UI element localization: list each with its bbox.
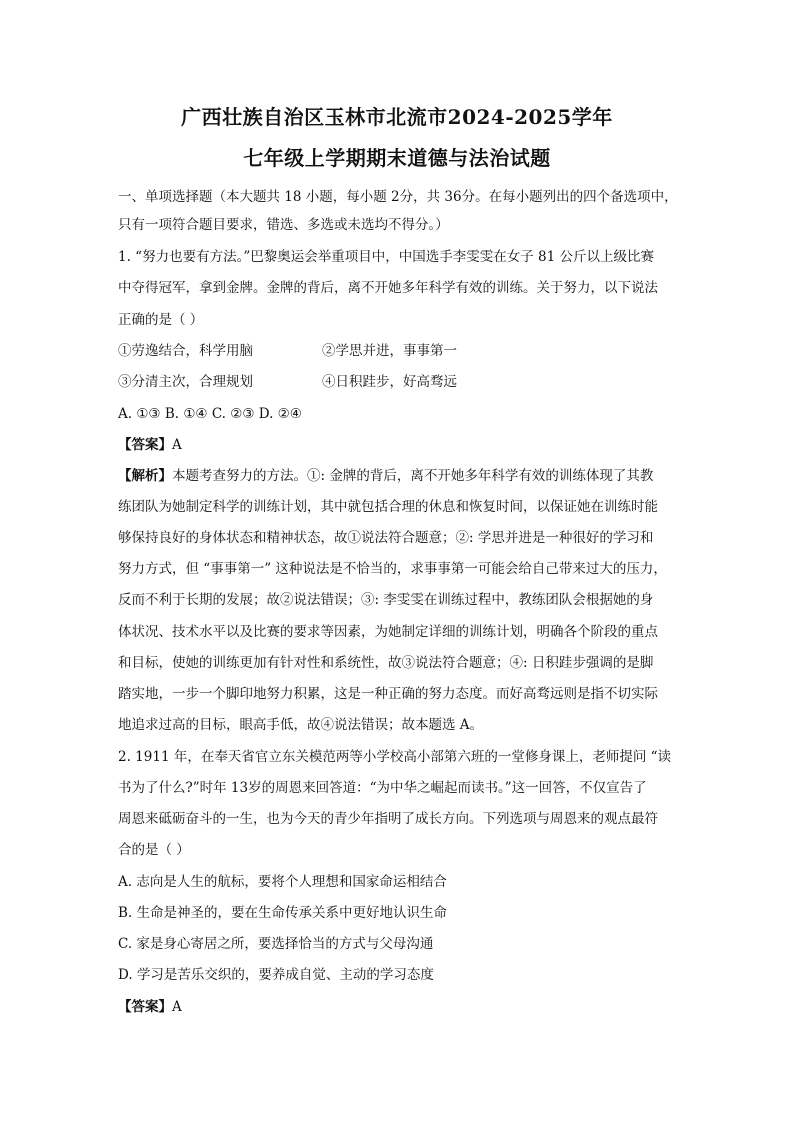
q1-analysis-line: 和目标，使她的训练更加有针对性和系统性，故③说法符合题意；④: 日积跬步强调的是脚 (118, 655, 654, 671)
section-instructions-line-2: 只有一项符合题目要求，错选、多选或未选均不得分。） (118, 217, 449, 233)
q1-analysis-line: 练团队为她制定科学的训练计划，其中就包括合理的休息和恢复时间，以保证她在训练时能 (118, 499, 658, 515)
q2-option-c: C. 家是身心寄居之所，要选择恰当的方式与父母沟通 (118, 936, 434, 952)
q1-stem-line: 中夺得冠军，拿到金牌。金牌的背后，离不开她多年科学有效的训练。关于努力，以下说法 (118, 280, 658, 296)
q1-analysis-line: 地追求过高的目标，眼高手低，故④说法错误；故本题选 A。 (118, 717, 484, 733)
q1-analysis-line: 够保持良好的身体状态和精神状态，故①说法符合题意；②: 学思并进是一种很好的学习和 (118, 530, 654, 546)
q1-analysis-line: 反而不利于长期的发展；故②说法错误；③: 李雯雯在训练过程中，教练团队会根据她的身 (118, 592, 654, 608)
q1-statement-4: ④日积跬步，好高骛远 (322, 374, 457, 390)
q1-stem-line: 正确的是（ ） (118, 312, 204, 328)
answer-value: A (172, 999, 182, 1015)
q2-answer (118, 998, 182, 1016)
q2-stem-line: 周恩来砥砺奋斗的一生，也为今天的青少年指明了成长方向。下列选项与周恩来的观点最符 (118, 811, 658, 827)
q2-option-b: B. 生命是神圣的，要在生命传承关系中更好地认识生命 (118, 905, 448, 921)
q1-analysis-line: 努力方式，但 “事事第一” 这种说法是不恰当的，求事事第一可能会给自己带来过大的压力， (118, 561, 667, 577)
analysis-label: 【解析】 (118, 468, 172, 484)
q2-stem-line: 书为了什么?”时年 13岁的周恩来回答道：“为中华之崛起而读书。”这一回答，不仅宣告了 (118, 780, 647, 796)
q1-statement-1: ①劳逸结合，科学用脑 (118, 343, 253, 359)
answer-value: A (172, 437, 182, 453)
q2-option-a: A. 志向是人生的航标，要将个人理想和国家命运相结合 (118, 874, 447, 890)
q2-stem-line: 2. 1911 年，在奉天省官立东关模范两等小学校高小部第六班的一堂修身课上，老师提问 “读 (118, 749, 672, 765)
q1-analysis-line: 体状况、技术水平以及比赛的要求等因素，为她制定详细的训练计划，明确各个阶段的重点 (118, 624, 658, 640)
q1-statement-2: ②学思并进，事事第一 (322, 343, 457, 359)
exam-title-line-2: 七年级上学期期末道德与法治试题 (243, 146, 551, 170)
answer-label: 【答案】 (118, 999, 172, 1015)
q2-option-d: D. 学习是苦乐交织的，要养成自觉、主动的学习态度 (118, 967, 434, 983)
q1-choices: A. ①③ B. ①④ C. ②③ D. ②④ (118, 406, 302, 422)
q1-analysis-first-line (118, 467, 653, 485)
exam-title-line-1: 广西壮族自治区玉林市北流市2024-2025学年 (181, 105, 613, 129)
q1-statement-3: ③分清主次，合理规划 (118, 374, 253, 390)
answer-label: 【答案】 (118, 437, 172, 453)
q1-analysis-line: 踏实地，一步一个脚印地努力积累，这是一种正确的努力态度。而好高骛远则是指不切实际 (118, 686, 658, 702)
q1-stem-line: 1. “努力也要有方法。”巴黎奥运会举重项目中，中国选手李雯雯在女子 81 公斤以上级比赛 (118, 249, 654, 265)
section-instructions-line-1: 一、单项选择题（本大题共 18 小题，每小题 2分，共 36分。在每小题列出的四个备选项中， (118, 189, 678, 205)
q1-answer (118, 436, 182, 454)
q2-stem-line: 合的是（ ） (118, 842, 190, 858)
analysis-text: 本题考查努力的方法。①: 金牌的背后，离不开她多年科学有效的训练体现了其教 (172, 468, 654, 484)
